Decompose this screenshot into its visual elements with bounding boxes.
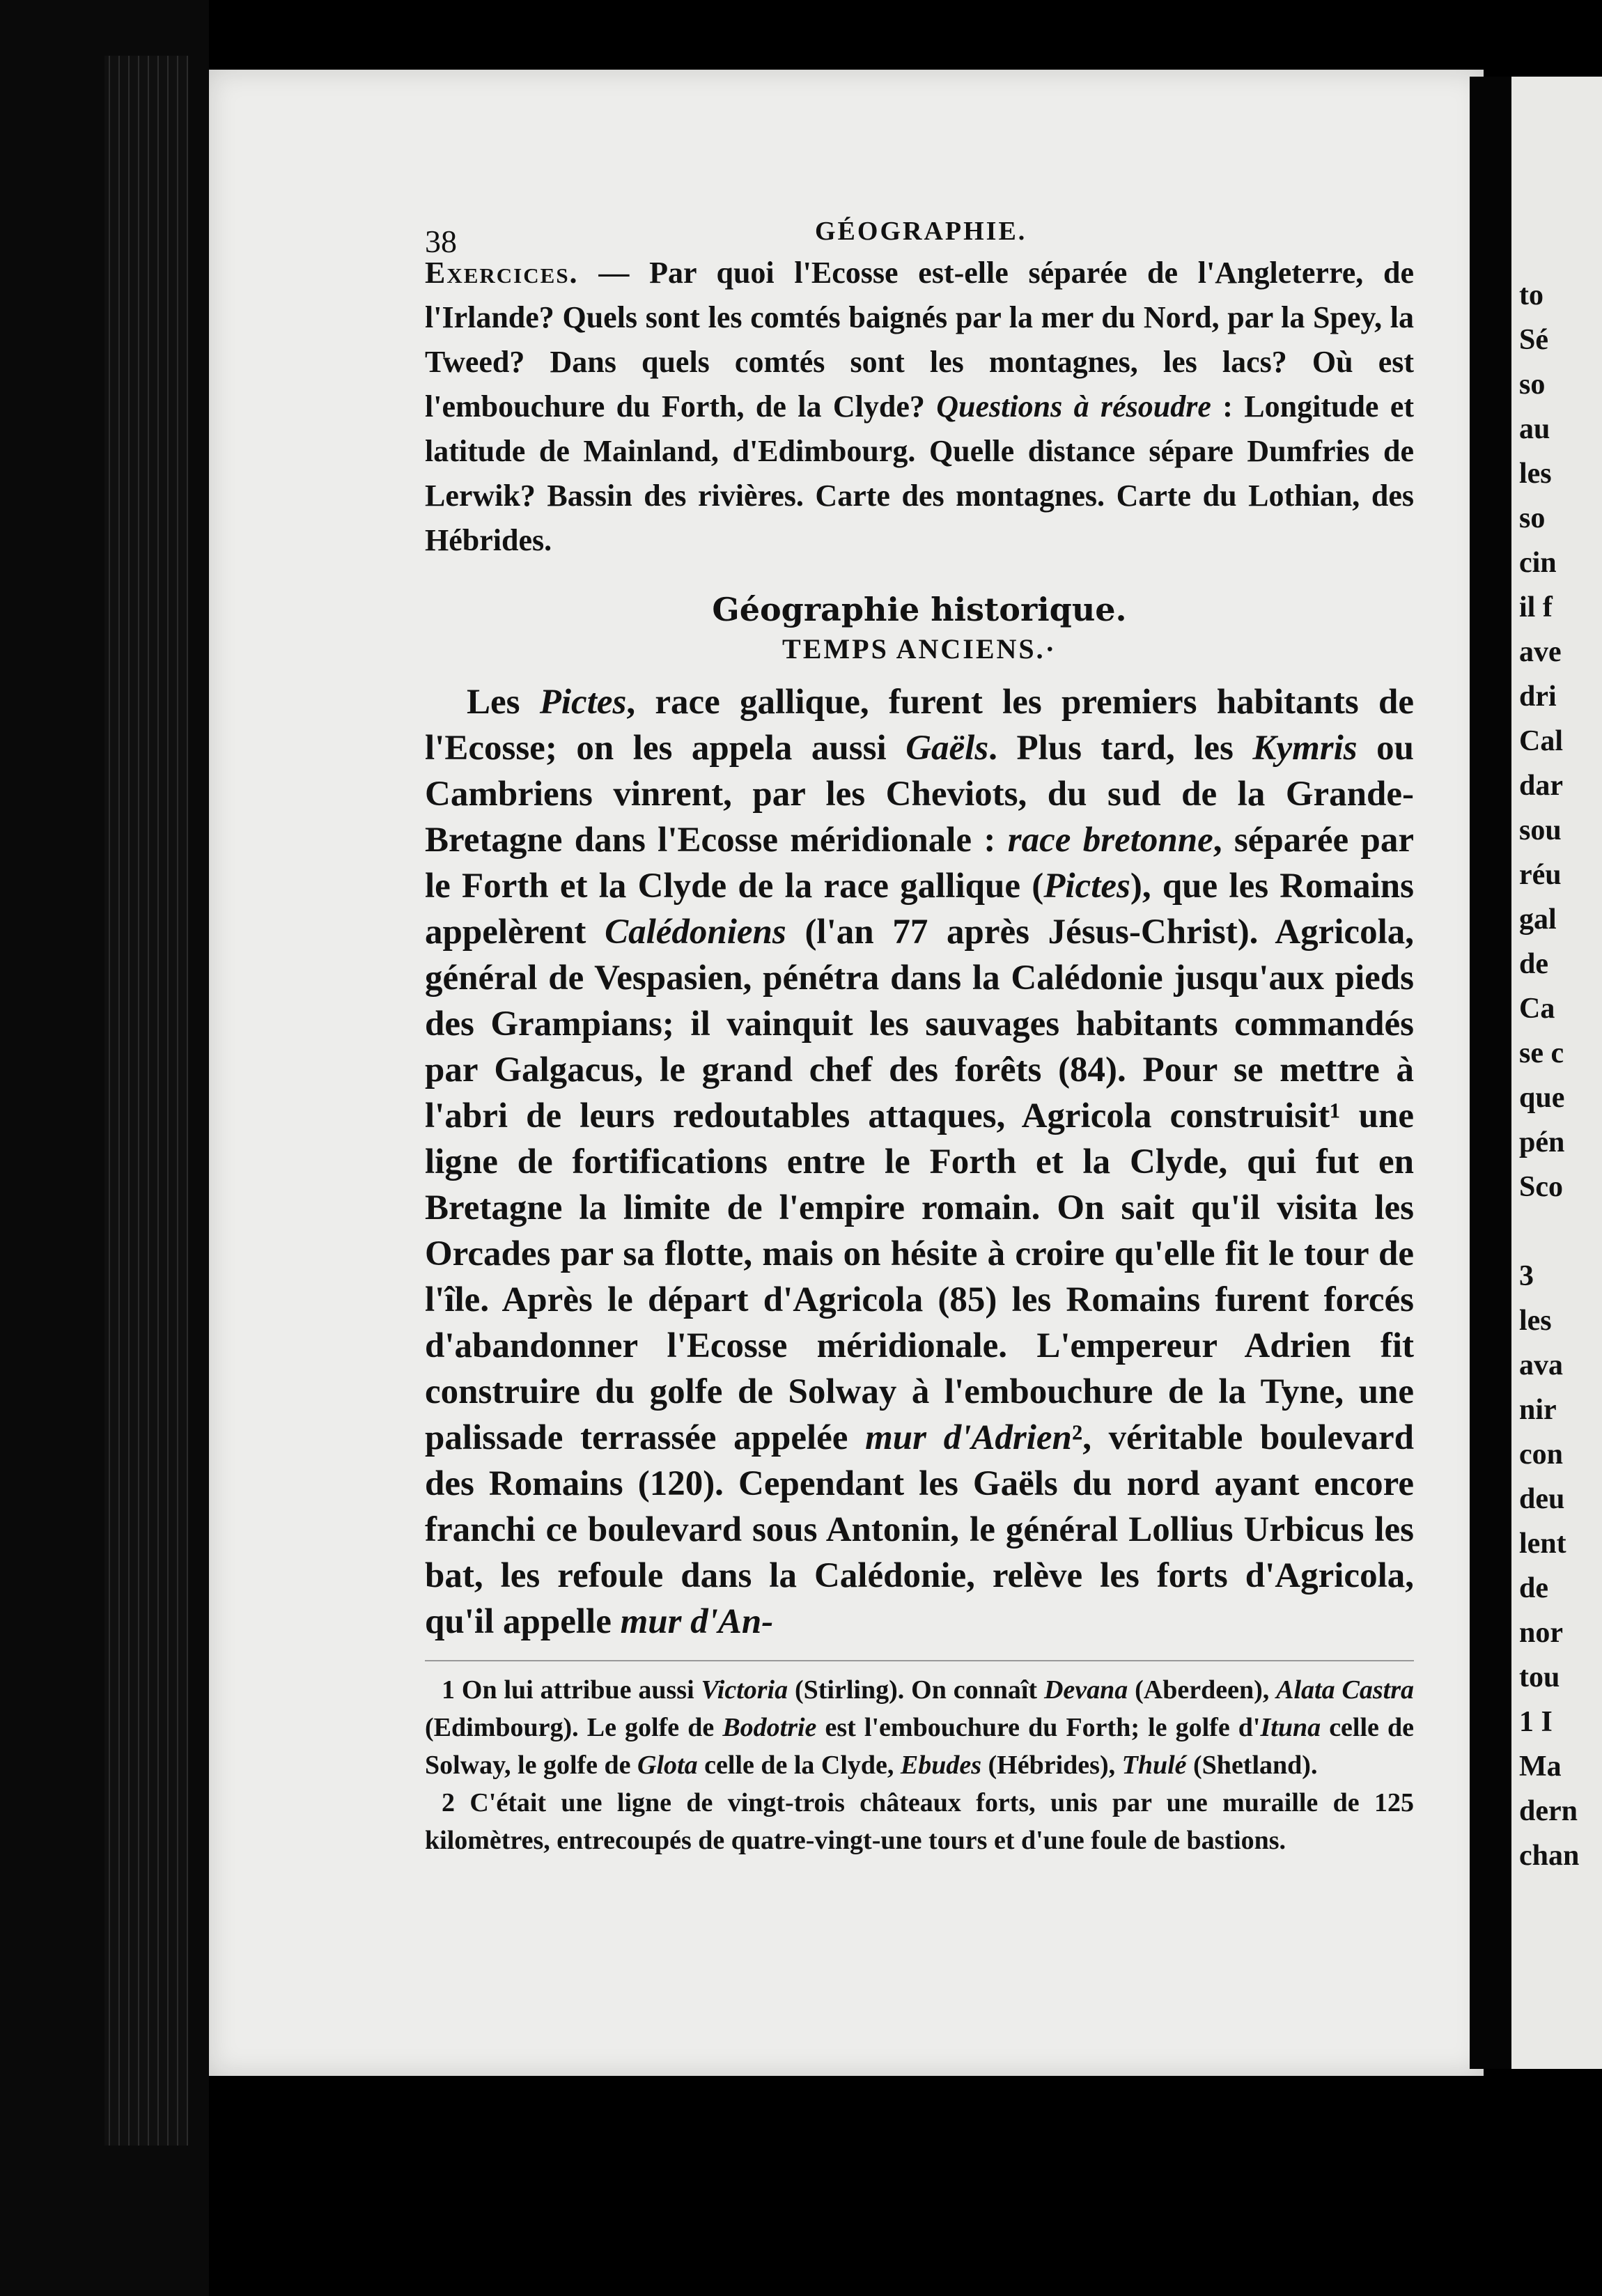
- running-head: GÉOGRAPHIE.: [815, 217, 1027, 246]
- facing-page-fragment: deu: [1519, 1483, 1565, 1515]
- facing-page-fragment: so: [1519, 369, 1546, 401]
- footnote-text: (Aberdeen),: [1128, 1675, 1277, 1705]
- facing-page-fragment: de: [1519, 1572, 1548, 1604]
- italic-term: Ituna: [1260, 1713, 1321, 1742]
- italic-term: Pictes: [1043, 867, 1130, 906]
- body-text: , séparée par le Forth et la Clyde de la race gallique (: [425, 821, 1415, 906]
- italic-term: Ebudes: [900, 1751, 982, 1780]
- exercises-dash: —: [578, 256, 650, 290]
- facing-page-fragment: tou: [1519, 1661, 1560, 1693]
- facing-page-fragment: chan: [1519, 1840, 1580, 1872]
- italic-term: Bodotrie: [722, 1713, 817, 1742]
- footnote-2: [425, 1784, 1414, 1859]
- questions-label: Questions à résoudre: [936, 389, 1211, 424]
- facing-page-fragment: dri: [1519, 681, 1557, 713]
- italic-term: race bretonne: [1007, 821, 1213, 860]
- italic-term: Calédoniens: [605, 913, 786, 952]
- italic-term: Kymris: [1252, 729, 1358, 768]
- footnote-number: 1: [442, 1675, 455, 1705]
- body-text: . Plus tard, les: [988, 729, 1253, 768]
- facing-page-fragment: to: [1519, 279, 1543, 311]
- facing-page-edge-text: [1515, 77, 1602, 2069]
- facing-page-fragment: au: [1519, 413, 1550, 445]
- page-number: 38: [425, 224, 457, 259]
- footnote-text: (Stirling). On connaît: [788, 1675, 1044, 1705]
- footnote-mark: ¹: [1330, 1096, 1341, 1135]
- facing-page-fragment: nor: [1519, 1617, 1563, 1649]
- questions-text: : Longitude et latitude de Mainland, d'Edimbourg. Quelle distance sépare Dumfries de Lerwik? Bassin des rivières. Carte des montagnes. Carte du Lothian, des Hébrides.: [425, 389, 1415, 557]
- facing-page-fragment: Ma: [1519, 1751, 1562, 1783]
- facing-page-fragment: de: [1519, 948, 1548, 980]
- facing-page-fragment: con: [1519, 1438, 1563, 1471]
- footnote-text: (Hébrides),: [981, 1751, 1122, 1780]
- book-binding: [104, 56, 188, 2146]
- section-subtitle: TEMPS ANCIENS.·: [782, 633, 1057, 665]
- facing-page-fragment: 3: [1519, 1260, 1534, 1292]
- facing-page-fragment: cin: [1519, 547, 1557, 579]
- body-text: une ligne de fortifications entre le Forth et la Clyde, qui fut en Bretagne la limite de l'empire romain. On sait qu'il visita les Orcades par sa flotte, mais on hésite à croire qu'elle fit le tour de l'île. Après le départ d'Agricola (85) les Romains furent forcés d'abandonner l'Ecosse méridionale. L'empereur Adrien fit construire du golfe de Solway à l'embouchure de la Tyne, une palissade terrassée appelée: [425, 1096, 1414, 1457]
- body-text: (l'an 77 après Jésus-Christ). Agricola, général de Vespasien, pénétra dans la Calédonie jusqu'aux pieds des Grampians; il vainquit les sauvages habitants commandés par Galgacus, le grand chef des forêts (84). Pour se mettre à l'abri de leurs redoutables attaques, Agricola construisit: [425, 913, 1414, 1135]
- facing-page-fragment: Cal: [1519, 725, 1563, 757]
- italic-term: mur d'An-: [620, 1602, 774, 1641]
- facing-page-fragment: dern: [1519, 1795, 1578, 1827]
- facing-page-fragment: il f: [1519, 591, 1553, 623]
- facing-page-fragment: Sé: [1519, 324, 1548, 356]
- facing-page-fragment: so: [1519, 502, 1546, 534]
- italic-term: Devana: [1043, 1675, 1128, 1705]
- section-title: Géographie historique.: [712, 591, 1127, 628]
- body-text: , véritable boulevard des Romains (120). Cependant les Gaëls du nord ayant encore franchi ce boulevard sous Antonin, le général Lollius Urbicus les bat, les refoule dans la Calédonie, relève les forts d'Agricola, qu'il appelle: [425, 1418, 1414, 1641]
- facing-page-fragment: Sco: [1519, 1171, 1563, 1203]
- facing-page-fragment: sou: [1519, 814, 1562, 846]
- body-text: Les: [467, 683, 540, 722]
- facing-page-fragment: réu: [1519, 859, 1562, 891]
- facing-page-fragment: gal: [1519, 903, 1557, 936]
- exercises-paragraph: [425, 251, 1414, 563]
- italic-term: Pictes: [539, 683, 627, 722]
- italic-term: Victoria: [701, 1675, 788, 1705]
- italic-term: Glota: [637, 1751, 698, 1780]
- facing-page-fragment: Ca: [1519, 993, 1555, 1025]
- facing-page-fragment: se c: [1519, 1037, 1564, 1069]
- facing-page-fragment: ava: [1519, 1349, 1563, 1381]
- footnote-number: 2: [442, 1788, 455, 1817]
- facing-page-fragment: les: [1519, 458, 1552, 490]
- facing-page-fragment: ave: [1519, 636, 1562, 668]
- facing-page-fragment: lent: [1519, 1528, 1566, 1560]
- facing-page-fragment: les: [1519, 1305, 1552, 1337]
- facing-page-fragment: 1 I: [1519, 1706, 1553, 1738]
- footnote-text: celle de la Clyde,: [697, 1751, 901, 1780]
- footnote-text: On lui attribue aussi: [455, 1675, 701, 1705]
- exercises-text: Par quoi l'Ecosse est-elle séparée de l'Angleterre, de l'Irlande? Quels sont les comtés baignés par la mer du Nord, par la Spey, la Tweed? Dans quels comtés sont les montagnes, les lacs? Où est l'embouchure du Forth, de la Clyde?: [425, 256, 1414, 424]
- body-text: , race gallique, furent les premiers habitants de l'Ecosse; on les appela aussi: [425, 683, 1414, 768]
- footnote-divider: [425, 1660, 1414, 1661]
- facing-page-fragment: que: [1519, 1082, 1565, 1114]
- footnote-mark: ²: [1071, 1418, 1083, 1457]
- facing-page-fragment: dar: [1519, 770, 1563, 802]
- facing-page-fragment: pén: [1519, 1126, 1565, 1158]
- footnote-text: (Shetland).: [1186, 1751, 1318, 1780]
- footnote-1: [425, 1671, 1414, 1784]
- italic-term: Gaëls: [905, 729, 989, 768]
- exercises-label: Exercices.: [425, 256, 579, 290]
- footnote-text: C'était une ligne de vingt-trois châteaux forts, unis par une muraille de 125 kilomètres, entrecoupés de quatre-vingt-une tours et d'une foule de bastions.: [425, 1788, 1414, 1855]
- footnote-text: est l'embouchure du Forth; le golfe d': [816, 1713, 1261, 1742]
- italic-term: Alata Castra: [1276, 1675, 1414, 1705]
- body-text: ou Cambriens vinrent, par les Cheviots, du sud de la Grande-Bretagne dans l'Ecosse méridionale :: [425, 729, 1414, 860]
- italic-term: mur d'Adrien: [865, 1418, 1072, 1457]
- body-text: ), que les Romains appelèrent: [425, 867, 1414, 952]
- page-text: [425, 251, 1414, 1859]
- footnote-text: celle de Solway, le golfe de: [425, 1713, 1414, 1780]
- facing-page-fragment: nir: [1519, 1394, 1557, 1426]
- italic-term: Thulé: [1121, 1751, 1187, 1780]
- main-paragraph: [425, 679, 1414, 1645]
- footnote-text: (Edimbourg). Le golfe de: [425, 1713, 723, 1742]
